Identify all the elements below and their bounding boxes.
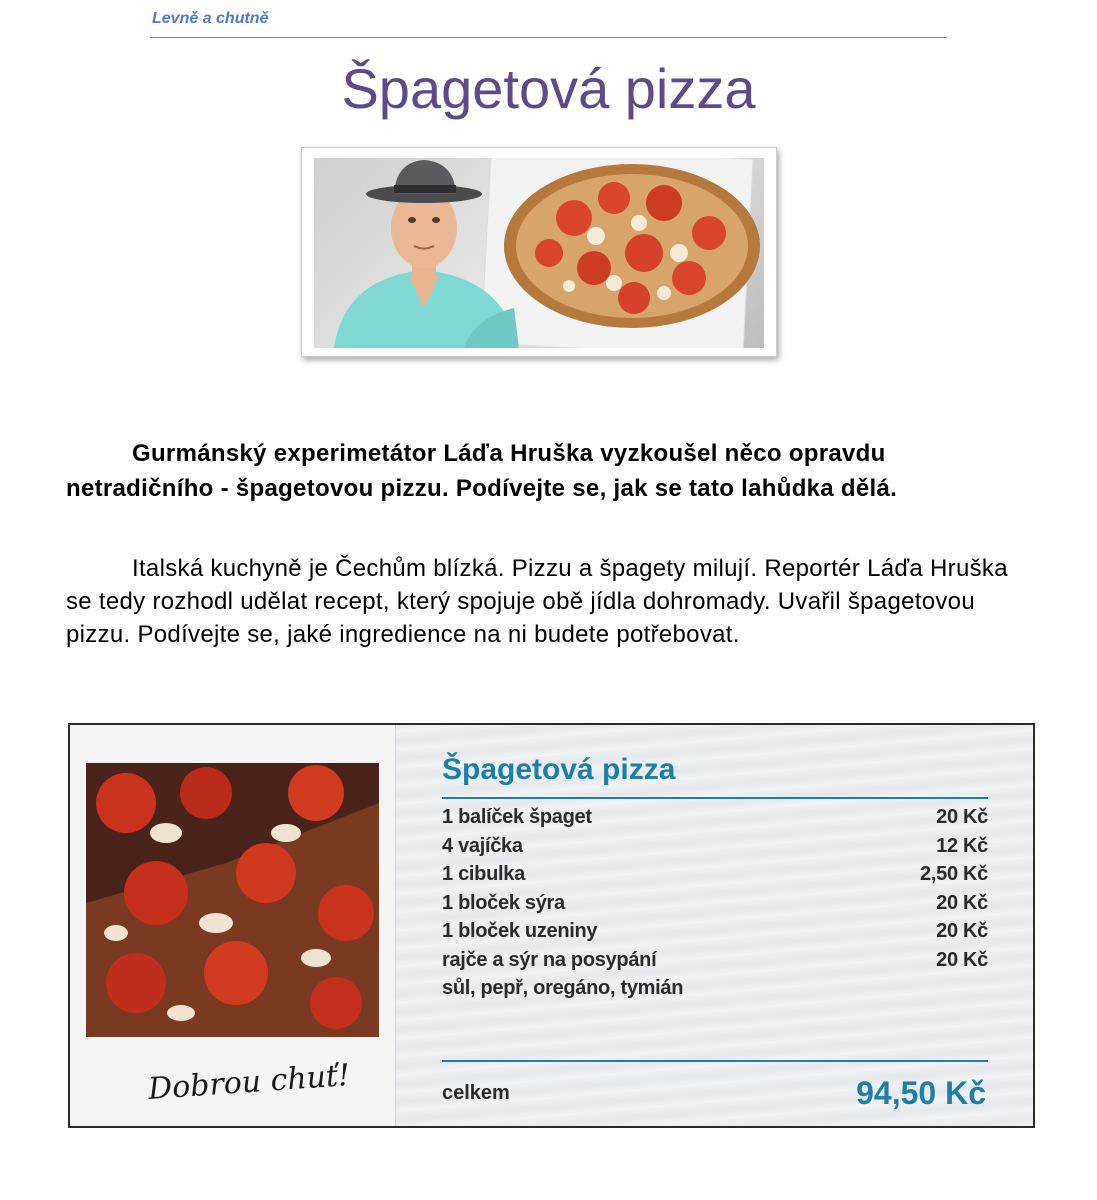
running-header: Levně a chutně [152, 10, 269, 27]
ingredient-row [442, 974, 988, 1003]
ingredient-name: 1 balíček špaget [442, 806, 592, 828]
ingredient-name: 4 vajíčka [442, 834, 523, 857]
ingredient-name: 1 bloček sýra [442, 891, 565, 914]
ingredient-row [442, 946, 988, 975]
body-paragraph [66, 552, 1026, 651]
total-rule [442, 1060, 988, 1062]
card-title: Špagetová pizza [442, 753, 676, 786]
body-text: Italská kuchyně je Čechům blízká. Pizzu a špagety milují. Reportér Láďa Hruška se tedy rozhodl udělat recept, který spojuje obě jídla dohromady. Uvařil špagetovou pizzu. Podívejte se, jaké ingredience na ni budete potřebovat. [66, 555, 1008, 648]
card-title-rule [442, 797, 988, 799]
ingredient-name: rajče a sýr na posypání [442, 948, 657, 971]
ingredient-row [442, 860, 988, 889]
page-title: Špagetová pizza [341, 57, 756, 120]
ingredient-row [442, 832, 988, 861]
ingredient-row [442, 917, 988, 946]
chef-with-pizza-photo [314, 158, 764, 348]
ingredient-price: 20 Kč [936, 920, 988, 942]
ingredient-name: 1 bloček uzeniny [442, 920, 598, 942]
ingredient-price: 20 Kč [936, 891, 988, 914]
lead-paragraph [66, 436, 1026, 506]
pizza-closeup-illustration [86, 763, 379, 1037]
polaroid [70, 725, 396, 1126]
ingredient-price: 2,50 Kč [920, 863, 988, 885]
total-value: 94,50 Kč [856, 1075, 986, 1111]
ingredient-row [442, 889, 988, 918]
ingredient-name: sůl, pepř, oregáno, tymián [442, 977, 684, 999]
ingredient-row [442, 803, 988, 832]
chef-pizza-illustration [314, 158, 764, 348]
lead-text: Gurmánský experimetátor Láďa Hruška vyzkoušel něco opravdu netradičního - špagetovou pizzu. Podívejte se, jak se tato lahůdka dělá. [66, 440, 898, 502]
ingredient-list [442, 803, 988, 1003]
header-rule [150, 37, 947, 38]
ingredient-price: 20 Kč [936, 948, 988, 971]
ingredient-name: 1 cibulka [442, 863, 525, 885]
ingredient-price: 20 Kč [936, 806, 988, 828]
ingredient-price: 12 Kč [936, 834, 988, 857]
total-label: celkem [442, 1082, 510, 1104]
signature: Dobrou chuť! [147, 1057, 352, 1108]
ingredients-card [68, 723, 1035, 1128]
pizza-closeup-photo [86, 763, 379, 1037]
chef-photo-frame [301, 147, 777, 357]
